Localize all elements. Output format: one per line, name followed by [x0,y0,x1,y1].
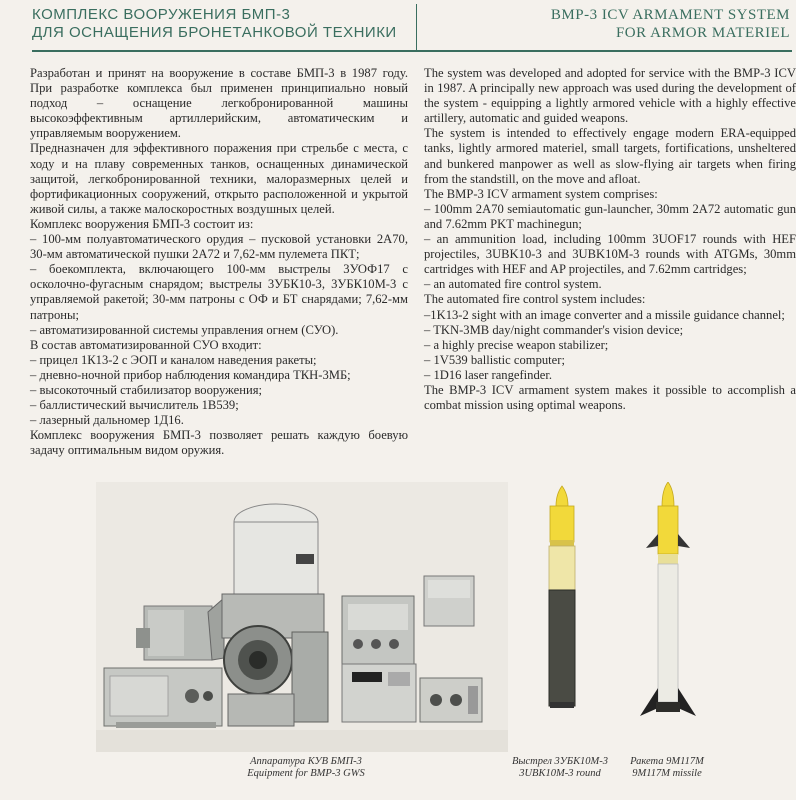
header-divider [416,4,417,50]
equipment-caption [236,756,376,780]
ru-list-item: – баллистический вычислитель 1В539; [30,398,239,413]
en-list-item: –1K13-2 sight with an image converter and a missile guidance channel; [424,307,785,322]
en-list-item: – an ammunition load, including 100mm 3UOF17 rounds with HEF projectiles, 3UBK10-3 and 3UBK10M-3 rounds with ATGMs, 30mm cartridges with HEF and AP projectiles, and 7.62mm cartridges; [424,232,796,277]
en-paragraph: The system was developed and adopted for service with the BMP-3 ICV in 1987. A principally new approach was used during the development of the system - equipping a lightly armored vehicle with a highly effective artillery, automatic and guided weapons. [424,66,796,126]
sight-unit-left [136,598,224,660]
ru-list-item: – высокоточный стабилизатор вооружения; [30,382,263,397]
ru-paragraph: В состав автоматизированной СУО входит: [30,337,262,352]
en-list-item: – an automated fire control system. [424,277,602,292]
ru-list-item: – боекомплекта, включающего 100-мм выстрелы 3УОФ17 с осколочно-фугасным снарядом; выстрелы 3УБК10-3, 3УБК10М-3 с управляемой ракетой; 30-мм патроны с ОФ и БТ снарядами; 7,62-мм патроны; [30,262,408,322]
en-paragraph: The BMP-3 ICV armament system makes it possible to accomplish a combat mission using optimal weapons. [424,382,796,413]
central-sight-unit [222,504,328,726]
caption-en: 9M117M missile [632,768,702,779]
missile-caption [612,756,722,780]
ru-paragraph: Комплекс вооружения БМП-3 позволяет решать каждую боевую задачу оптимальным видом оружия. [30,428,408,458]
equipment-photo [96,482,508,752]
caption-ru: Выстрел 3УБК10М-3 [511,756,609,767]
ru-list-item: – автоматизированной системы управления огнем (СУО). [30,322,339,337]
en-list-item: – TKN-3MB day/night commander's vision device; [424,322,684,337]
caption-en: Equipment for BMP-3 GWS [247,768,365,779]
control-panel-right [342,596,416,722]
ru-list-item: – лазерный дальномер 1Д16. [30,413,184,428]
ammunition-photos [528,482,748,752]
russian-text-column [30,66,408,458]
header-en-line2: FOR ARMOR MATERIEL [615,25,790,41]
header-title-ru [32,6,397,42]
en-paragraph: The system is intended to effectively engage modern ERA-equipped tanks, lightly armored materiel, small targets, fortifications, unsheltered and bunkered manpower as well as slow-flying air targets when firing from the standstill, on the move and afloat. [424,126,796,186]
caption-en: 3UBK10M-3 round [519,768,601,779]
en-paragraph: The BMP-3 ICV armament system comprises: [424,186,658,201]
english-text-column [424,66,796,413]
missile-9m117m [640,482,696,716]
ammunition-illustration [528,482,748,752]
ru-paragraph: Предназначен для эффективного поражения при стрельбе с места, с ходу и на плаву современных танков, оснащенных динамической защитой, легкобронированной техники, малоразмерных целей и фортификационных сооружений, открыто расположенной и укрытой живой силы, а также малоскоростных воздушных целей. [30,141,408,216]
control-box-bottom-left [104,668,222,728]
en-paragraph: The automated fire control system includes: [424,292,646,307]
equipment-illustration [96,482,508,752]
header-ru-line1: КОМПЛЕКС ВООРУЖЕНИЯ БМП-3 [32,6,291,23]
round-caption [500,756,620,780]
floor-shadow [96,730,508,752]
header-ru-line2: ДЛЯ ОСНАЩЕНИЯ БРОНЕТАНКОВОЙ ТЕХНИКИ [32,24,397,41]
round-3ubk10m-3 [549,486,575,708]
en-list-item: – 1V539 ballistic computer; [424,352,565,367]
ru-list-item: – прицел 1К13-2 с ЭОП и каналом наведения ракеты; [30,352,317,367]
ru-list-item: – дневно-ночной прибор наблюдения командира ТКН-3МБ; [30,367,351,382]
header-title-en [551,6,790,42]
ru-paragraph: Разработан и принят на вооружение в составе БМП-3 в 1987 году. При разработке комплекса был применен принципиально новый подход – оснащение легкобронированной машины высокоэффективным артиллерийским, автоматическим и управляемым вооружением. [30,66,408,141]
electronics-boxes-right [420,576,482,722]
ru-list-item: – 100-мм полуавтоматического орудия – пусковой установки 2А70, 30-мм автоматической пушки 2А72 и 7,62-мм пулемета ПКТ; [30,232,408,262]
en-list-item: – 100mm 2A70 semiautomatic gun-launcher, 30mm 2A72 automatic gun and 7.62mm PKT machinegun; [424,201,796,231]
en-list-item: – 1D16 laser rangefinder. [424,367,552,382]
header-en-line1: BMP-3 ICV ARMAMENT SYSTEM [550,7,790,23]
ru-paragraph: Комплекс вооружения БМП-3 состоит из: [30,216,254,231]
image-section [96,482,792,800]
en-list-item: – a highly precise weapon stabilizer; [424,337,609,352]
header-rule [32,50,792,52]
page-header [0,0,796,60]
caption-ru: Аппаратура КУВ БМП-3 [250,756,362,767]
caption-ru: Ракета 9М117М [630,756,704,767]
